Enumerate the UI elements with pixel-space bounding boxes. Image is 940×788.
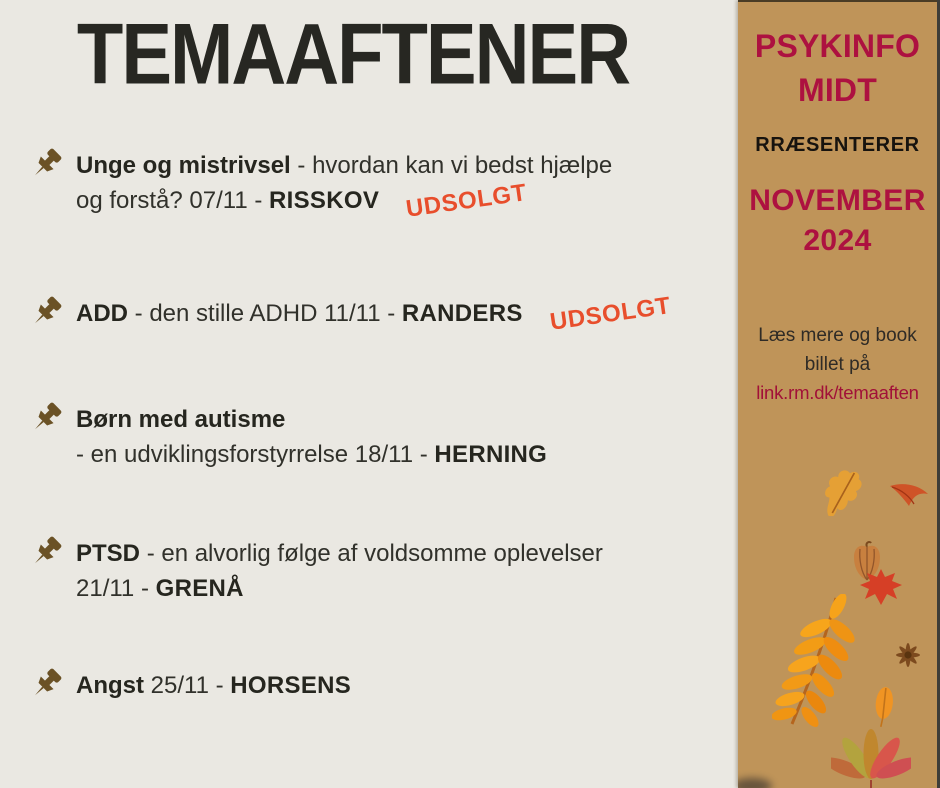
event-desc: - en udviklingsforstyrrelse 18/11 - xyxy=(76,441,428,468)
page-title: TEMAAFTENER xyxy=(76,6,630,103)
booking-link[interactable]: link.rm.dk/temaaften xyxy=(756,382,919,403)
physalis-image xyxy=(851,540,883,582)
event-desc: - den stille ADHD 11/11 - xyxy=(134,300,396,327)
event-text xyxy=(76,292,673,336)
event-topic: PTSD xyxy=(76,540,141,567)
presents-label: RRÆSENTERER xyxy=(755,134,920,156)
event-location: HERNING xyxy=(434,441,548,468)
pushpin-icon xyxy=(28,294,64,330)
event-desc: - en alvorlig følge af voldsomme oplevelser xyxy=(146,540,603,567)
cta-line1: Læs mere og book xyxy=(758,325,917,346)
brand-line2: MIDT xyxy=(797,72,877,108)
month-title xyxy=(738,181,937,261)
event-item-born-med-autisme xyxy=(28,402,738,472)
event-date: 25/11 - xyxy=(150,672,224,699)
event-topic: Børn med autisme xyxy=(76,406,286,433)
brand-line1: PSYKINFO xyxy=(754,28,921,64)
booking-info xyxy=(738,321,937,406)
event-text xyxy=(76,148,613,223)
event-item-unge-og-mistrivsel xyxy=(28,148,738,223)
rowan-leaf-image xyxy=(772,594,856,728)
pushpin-icon xyxy=(28,666,64,702)
pushpin-icon xyxy=(28,534,64,570)
event-date: og forstå? 07/11 - xyxy=(76,187,263,214)
orange-leaf-image xyxy=(871,684,897,728)
title-wrap xyxy=(28,6,738,103)
pushpin-icon xyxy=(28,146,64,182)
sidebar xyxy=(738,0,940,788)
event-topic: Unge og mistrivsel xyxy=(76,152,291,179)
event-desc: - hvordan kan vi bedst hjælpe xyxy=(297,152,613,179)
maple-leaf-image xyxy=(858,568,904,606)
sold-out-badge: UDSOLGT xyxy=(548,292,673,336)
event-item-angst xyxy=(28,668,738,703)
cta-line2: billet på xyxy=(804,354,871,375)
event-list xyxy=(28,148,738,703)
pushpin-icon xyxy=(28,400,64,436)
star-anise-image xyxy=(891,638,925,672)
event-location: RISSKOV xyxy=(269,187,380,214)
red-leaf-fragment-image xyxy=(888,480,930,512)
event-topic: Angst xyxy=(76,672,144,699)
event-text xyxy=(76,668,351,703)
oak-leaf-image xyxy=(818,468,868,516)
creeper-leaf-image xyxy=(831,720,911,788)
event-topic: ADD xyxy=(76,300,128,327)
event-text xyxy=(76,536,603,606)
event-location: RANDERS xyxy=(401,300,523,327)
event-date: 21/11 - xyxy=(76,575,149,602)
event-item-ptsd xyxy=(28,536,738,606)
event-location: GRENÅ xyxy=(155,575,244,602)
sold-out-badge: UDSOLGT xyxy=(404,179,529,223)
month-line1: NOVEMBER xyxy=(749,184,926,217)
event-location: HORSENS xyxy=(230,672,352,699)
month-line2: 2024 xyxy=(803,224,872,257)
brand-title xyxy=(738,24,937,112)
event-text xyxy=(76,402,547,472)
dark-corner-shadow xyxy=(738,778,772,788)
event-item-add xyxy=(28,292,738,336)
